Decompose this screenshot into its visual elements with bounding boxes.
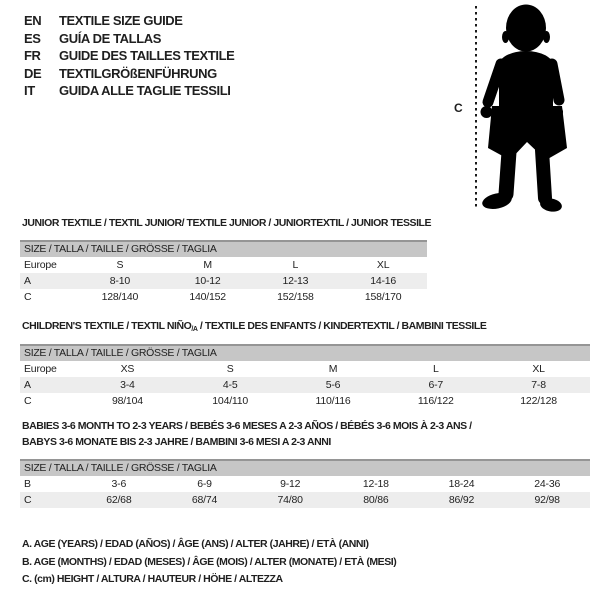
age-cell: 12-18 — [362, 478, 389, 490]
height-cell: 158/170 — [364, 291, 402, 303]
children-size-header-bar: SIZE / TALLA / TAILLE / GRÖSSE / TAGLIA — [20, 344, 590, 361]
children-size-table — [20, 344, 590, 409]
age-cell: 4-5 — [222, 379, 238, 391]
height-measure-dotted-line — [475, 6, 477, 208]
age-cell: 7-8 — [531, 379, 546, 391]
age-cell: 6-9 — [197, 478, 212, 490]
age-cell: 9-12 — [280, 478, 301, 490]
lang-label: GUIDE DES TAILLES TEXTILE — [59, 48, 235, 64]
children-title-part: / TEXTILE DES ENFANTS / KINDERTEXTIL / BAMBINI TESSILE — [197, 320, 487, 332]
row-label: A — [24, 275, 31, 287]
row-label: Europe — [24, 363, 57, 375]
height-cell: 74/80 — [277, 494, 303, 506]
row-label: C — [24, 395, 32, 407]
lang-row-fr — [24, 47, 234, 65]
row-label: A — [24, 379, 31, 391]
height-cell: 110/116 — [315, 395, 351, 407]
table-row — [20, 289, 427, 305]
row-label: Europe — [24, 259, 57, 271]
height-cell: 98/104 — [111, 395, 143, 407]
age-cell: 14-16 — [370, 275, 397, 287]
baby-silhouette-image — [479, 2, 579, 214]
junior-size-header-bar: SIZE / TALLA / TAILLE / GRÖSSE / TAGLIA — [20, 240, 427, 257]
lang-row-en — [24, 12, 234, 30]
age-cell: 18-24 — [448, 478, 475, 490]
lang-code: IT — [24, 83, 35, 99]
babies-title-line2: BABYS 3-6 MONATE BIS 2-3 JAHRE / BAMBINI 3-6 MESI A 2-3 ANNI — [22, 435, 331, 448]
height-cell: 116/122 — [417, 395, 454, 407]
size-cell: M — [328, 363, 338, 375]
age-cell: 5-6 — [325, 379, 341, 391]
age-cell: 6-7 — [428, 379, 444, 391]
age-cell: 8-10 — [109, 275, 130, 287]
measure-legend — [22, 536, 396, 589]
lang-code: FR — [24, 48, 41, 64]
table-row — [20, 257, 427, 273]
language-list — [24, 12, 234, 100]
lang-row-it — [24, 82, 234, 100]
babies-size-table — [20, 459, 590, 508]
height-cell: 122/128 — [520, 395, 557, 407]
height-cell: 86/92 — [448, 494, 475, 506]
junior-section-title: JUNIOR TEXTILE / TEXTIL JUNIOR/ TEXTILE JUNIOR / JUNIORTEXTIL / JUNIOR TESSILE — [22, 217, 432, 229]
age-cell: 12-13 — [282, 275, 309, 287]
table-row — [20, 393, 590, 409]
lang-label: GUIDA ALLE TAGLIE TESSILI — [59, 83, 231, 99]
table-row — [20, 361, 590, 377]
legend-line-c: C. (cm) HEIGHT / ALTURA / HAUTEUR / HÖHE / ALTEZZA — [22, 573, 283, 585]
lang-code: DE — [24, 65, 42, 81]
lang-label: GUÍA DE TALLAS — [59, 30, 162, 46]
size-cell: XS — [120, 363, 135, 375]
babies-section-title — [22, 420, 472, 451]
height-cell: 92/98 — [534, 494, 560, 506]
junior-size-table — [20, 240, 427, 305]
table-row — [20, 273, 427, 289]
children-title-subscript: /A — [191, 326, 198, 333]
size-cell: XL — [376, 259, 390, 271]
height-cell: 152/158 — [277, 291, 314, 303]
age-cell: 10-12 — [194, 275, 221, 287]
lang-code: EN — [24, 13, 42, 29]
babies-size-header-bar: SIZE / TALLA / TAILLE / GRÖSSE / TAGLIA — [20, 459, 590, 476]
size-cell: L — [432, 363, 439, 375]
size-cell: L — [292, 259, 299, 271]
height-cell: 62/68 — [106, 494, 132, 506]
height-cell: 68/74 — [191, 494, 218, 506]
lang-row-de — [24, 65, 234, 83]
row-label: C — [24, 291, 32, 303]
size-cell: XL — [532, 363, 545, 375]
height-cell: 140/152 — [189, 291, 226, 303]
age-cell: 3-4 — [120, 379, 135, 391]
lang-label: TEXTILGRÖßENFÜHRUNG — [59, 65, 217, 81]
lang-row-es — [24, 30, 234, 48]
lang-label: TEXTILE SIZE GUIDE — [59, 13, 183, 29]
legend-line-b: B. AGE (MONTHS) / EDAD (MESES) / ÂGE (MOIS) / ALTER (MONATE) / ETÀ (MESI) — [22, 555, 397, 568]
size-cell: M — [203, 259, 212, 271]
age-cell: 3-6 — [111, 478, 127, 490]
babies-title-line1: BABIES 3-6 MONTH TO 2-3 YEARS / BEBÉS 3-6 MESES A 2-3 AÑOS / BÉBÉS 3-6 MOIS À 2-3 ANS / — [22, 420, 472, 432]
height-cell: 104/110 — [212, 395, 249, 407]
height-measure-label: C — [454, 101, 463, 115]
age-cell: 24-36 — [534, 478, 561, 490]
row-label: C — [24, 494, 32, 506]
legend-line-a: A. AGE (YEARS) / EDAD (AÑOS) / ÂGE (ANS) / ALTER (JAHRE) / ETÀ (ANNI) — [22, 538, 369, 550]
lang-code: ES — [24, 30, 41, 46]
size-cell: S — [226, 363, 234, 375]
table-row — [20, 377, 590, 393]
table-row — [20, 492, 590, 508]
children-title-part: CHILDREN'S TEXTILE / TEXTIL NIÑO — [22, 320, 192, 332]
row-label: B — [24, 478, 31, 490]
table-row — [20, 476, 590, 492]
size-cell: S — [116, 259, 124, 271]
children-section-title — [22, 320, 486, 336]
height-cell: 80/86 — [363, 494, 389, 506]
height-cell: 128/140 — [101, 291, 139, 303]
